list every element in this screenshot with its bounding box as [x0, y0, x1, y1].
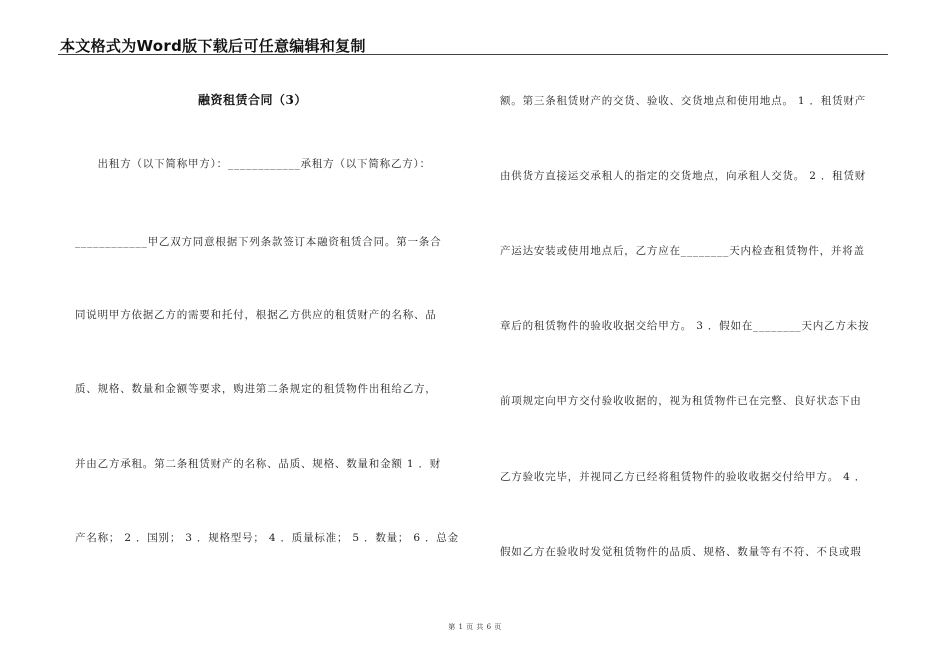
text-line: 产运达安装或使用地点后，乙方应在________天内检查租赁物件，并将盖 [500, 245, 865, 257]
text-line: 质、规格、数量和金额等要求，购进第二条规定的租赁物件出租给乙方， [75, 383, 437, 395]
text-line: 乙方验收完毕，并视同乙方已经将租赁物件的验收收据交付给甲方。 4 ． [500, 471, 867, 483]
text-line: 出租方（以下简称甲方）：____________承租方（以下简称乙方）： [75, 158, 431, 170]
text-line: 章后的租赁物件的验收收据交给甲方。 3 ．假如在________天内乙方未按 [500, 320, 870, 332]
text-line: 产名称； 2 ．国别； 3 ．规格型号； 4 ．质量标准； 5 ．数量； 6 ．总金 [75, 532, 459, 544]
document-title: 融资租赁合同（3） [198, 93, 307, 107]
text-line: 由供货方直接运交承租人的指定的交货地点，向承租人交货。 2 ．租赁财 [500, 170, 867, 182]
page-number: 第 1 页 共 6 页 [448, 623, 502, 631]
text-line: 并由乙方承租。第二条租赁财产的名称、品质、规格、数量和金额 1 ．财 [75, 458, 442, 470]
text-line: 额。第三条租赁财产的交货、验收、交货地点和使用地点。 1 ．租赁财产 [500, 95, 867, 107]
text-line: 假如乙方在验收时发觉租赁物件的品质、规格、数量等有不符、不良或瑕 [500, 546, 862, 558]
text-line: ____________甲乙双方同意根据下列条款签订本融资租赁合同。第一条合 [75, 236, 442, 248]
download-banner: 本文格式为Word版下载后可任意编辑和复制 [60, 37, 366, 55]
header-rule [58, 54, 888, 55]
text-line: 同说明甲方依据乙方的需要和托付，根据乙方供应的租赁财产的名称、品 [75, 309, 437, 321]
text-line: 前项规定向甲方交付验收收据的，视为租赁物件已在完整、良好状态下由 [500, 395, 862, 407]
